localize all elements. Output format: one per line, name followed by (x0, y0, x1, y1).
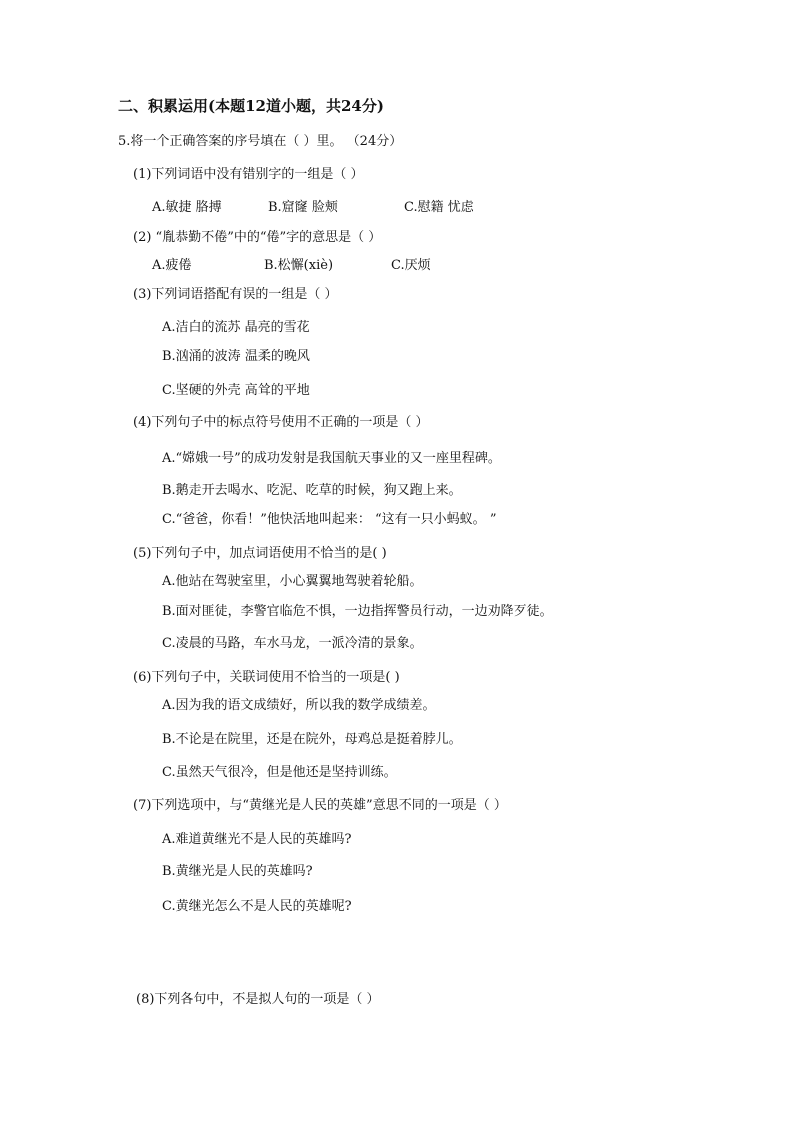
sub-question-4-stem: (4)下列句子中的标点符号使用不正确的一项是（ ） (133, 415, 429, 430)
option-c: C.慰籍 忧虑 (404, 200, 474, 215)
option-b: B.松懈(xiè) (264, 258, 334, 273)
sub-question-1-options (152, 199, 474, 217)
sub-question-6-option-c: C.虽然天气很冷，但是他还是坚持训练。 (162, 765, 397, 780)
sub-question-3-option-b: B.汹涌的波涛 温柔的晚风 (162, 349, 310, 364)
sub-question-5-option-c: C.凌晨的马路，车水马龙，一派冷清的景象。 (162, 636, 423, 651)
question-5-stem: 5.将一个正确答案的序号填在（ ）里。 （24分） (118, 134, 403, 149)
sub-question-7-option-c: C.黄继光怎么不是人民的英雄呢? (162, 899, 352, 914)
sub-question-6-option-a: A.因为我的语文成绩好，所以我的数学成绩差。 (162, 698, 436, 713)
sub-question-4-option-a: A.“嫦娥一号”的成功发射是我国航天事业的又一座里程碑。 (162, 451, 501, 466)
sub-question-4-option-c: C.“爸爸，你看！”他快活地叫起来： “这有一只小蚂蚁。 ” (162, 512, 497, 527)
sub-question-3-stem: (3)下列词语搭配有误的一组是（ ） (133, 287, 338, 302)
sub-question-8-stem: (8)下列各句中，不是拟人句的一项是（ ） (136, 992, 380, 1007)
sub-question-2-stem: (2) “胤恭勤不倦”中的“倦”字的意思是（ ） (133, 230, 382, 245)
sub-question-3-option-c: C.坚硬的外壳 高耸的平地 (162, 383, 310, 398)
option-b: B.窟窿 脸颊 (268, 200, 338, 215)
sub-question-7-option-a: A.难道黄继光不是人民的英雄吗? (162, 832, 352, 847)
sub-question-7-option-b: B.黄继光是人民的英雄吗? (162, 864, 313, 879)
sub-question-5-stem: (5)下列句子中，加点词语使用不恰当的是( ) (133, 546, 387, 561)
section-title: 二、积累运用(本题12道小题，共24分) (118, 97, 384, 115)
sub-question-6-option-b: B.不论是在院里，还是在院外，母鸡总是挺着脖儿。 (162, 732, 462, 747)
sub-question-1-stem: (1)下列词语中没有错别字的一组是（ ） (133, 167, 364, 182)
sub-question-4-option-b: B.鹅走开去喝水、吃泥、吃草的时候，狗又跑上来。 (162, 483, 462, 498)
option-c: C.厌烦 (391, 258, 431, 273)
sub-question-3-option-a: A.洁白的流苏 晶亮的雪花 (162, 320, 310, 335)
option-a: A.敏捷 胳搏 (152, 200, 222, 215)
sub-question-2-options (152, 257, 431, 275)
option-a: A.疲倦 (152, 258, 192, 273)
sub-question-7-stem: (7)下列选项中，与“黄继光是人民的英雄”意思不同的一项是（ ） (133, 798, 507, 813)
sub-question-5-option-a: A.他站在驾驶室里，小心翼翼地驾驶着轮船。 (162, 574, 423, 589)
sub-question-5-option-b: B.面对匪徒，李警官临危不惧，一边指挥警员行动，一边劝降歹徒。 (162, 604, 553, 619)
sub-question-6-stem: (6)下列句子中，关联词使用不恰当的一项是( ) (133, 670, 400, 685)
